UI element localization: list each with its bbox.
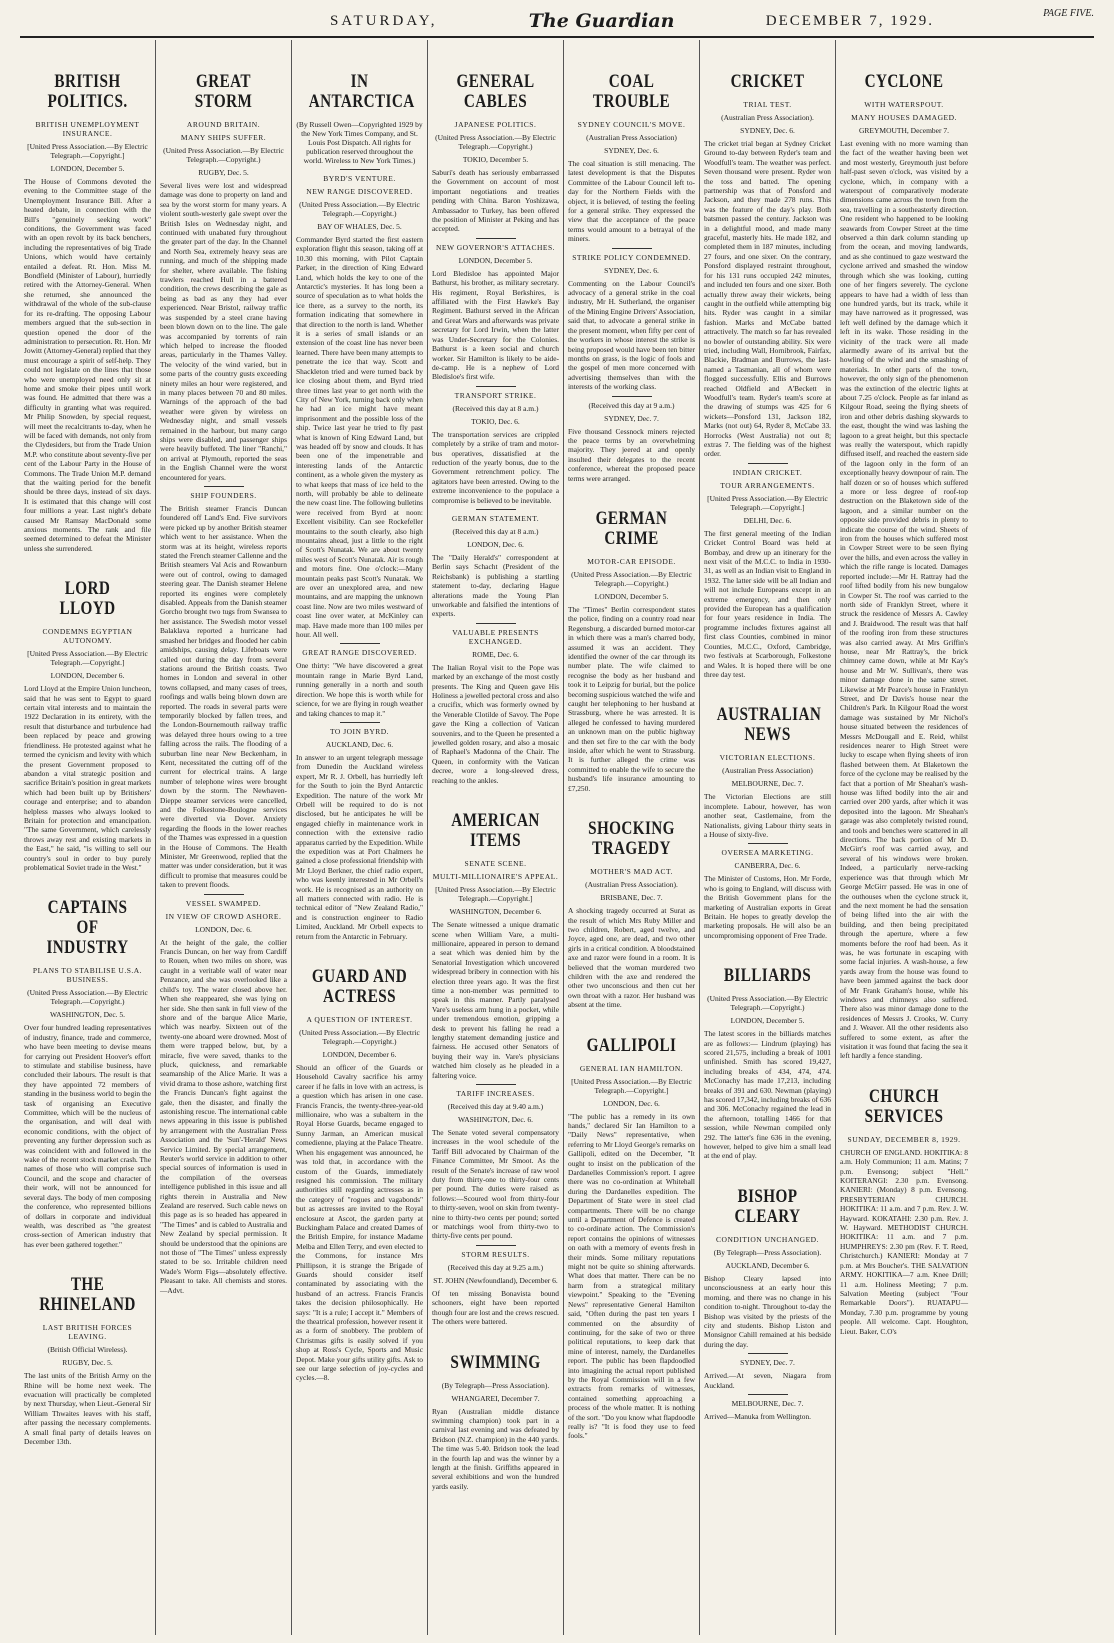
article-headline: AMERICAN ITEMS <box>451 810 540 852</box>
article-subhead: TRIAL TEST. <box>743 100 792 109</box>
article-body: The House of Commons devoted the evening to the Committee stage of the Unemployment Insurance Bill. After a heated debate, in connection with the Bill's "genuinely seeking work" conditions, the Government was faced with an open revolt by its back benchers, including the representatives of big Trade Unions, which would have certainly entailed a defeat. Rt. Hon. Miss M. Bondfield (Minister of Labour), hurriedly retired with the Attorney-General. When she returned, she announced the withdrawal of the whole of the sub-clause for its re-drafting. The opposing Labour members argued that the sub-section in question opened the door of the administration to persecution. Rt. Hon. Mr Jowitt (Attorney-General) replied that they must encourage a spirit of self-help. They could not legislate on the lines that those who were unemployed need only sit at home and smoke their pipes until work was found. He admitted that there was a difficulty in granting what was required. Mr Philip Snowden, by special request, will meet the recalcitrants to-day, when he will be faced with demands, not only from the Clydesiders, but from the Trade Union M.P. who constitute about seventy-five per cent of the Labour Party in the House of Commons. The Trade Union M.P. demand that the waiting period for the benefit should be three days, instead of six days. It is estimated that this change will cost four millions a year. Last night's debate caused Mr Ramsay MacDonald some anxious moments. The rank and file seemed determined to defeat the Minister unless she surrendered. <box>24 177 151 553</box>
article-body: At the height of the gale, the collier Francis Duncan, on her way from Cardiff to Rouen, when two miles on shore, was caught in a veritable wall of water near Penzance, and she was overlooked like a child's toy. The water closed above her. When she reappeared, she was lying on her side. She then sank in full view of the shore and of the barque Alice Marie, which was nearby. Sixteen out of the twenty-one aboard were drowned. Most of them were trapped below, but, by a miracle, five were saved, thanks to the pluck, quickness, and remarkable seamanship of the Alice Marie. It was a vivid drama to those ashore, watching first the Francis Duncan's fight against the gale, then the disaster, and finally the astonishing rescue. The international cable news appearing in this issue is published by arrangement with the Australian Press Association and the 'Sun'-'Herald' News Service Limited. By special arrangement, Reuter's world service in addition to other special sources of information is used in the compilation of the overseas intelligence published in this issue and all rights therein in Australia and New Zealand are reserved. Such cable news on this page as is so headed has appeared in "The Times" and is cabled to Australia and New Zealand by special permission. It should be understood that the opinions are not those of "The Times" unless expressly stated to be so. Irritable children need Wade's Worm Figs—absolutely effective. Pleasant to take. All chemists and stores.—Advt. <box>160 937 287 1295</box>
column-5 <box>564 40 700 1635</box>
article-subhead: TO JOIN BYRD. <box>329 726 390 736</box>
article-subhead: MANY HOUSES DAMAGED. <box>851 113 957 122</box>
article-body: The Victorian Elections are still incomplete. Labour, however, has won another seat, Castlemaine, from the Nationalists, giving Labour thirty seats in a House of sixty-five. <box>704 792 831 839</box>
article-body: Should an officer of the Guards or Household Cavalry sacrifice his army career if he falls in love with an actress, is a question which has arisen in one case. Francis Francis, the twenty-three-year-old millionaire, who was a subaltern in the Royal Horse Guards, became engaged to Sunny Jarman, an American musical comedienne, playing at the Palace Theatre. When his engagement was announced, he was told that, in accordance with the custom of the Guards, immediately resigned his commission. The military authorities still regarding actresses as in the category of "rogues and vagabonds" but as actresses are invited to the Royal enclosure at Ascot, the garden party at Buckingham Palace and created Dames of the British Empire, for instance Madame Melba and Ellen Terry, and even elected to the Commons, for instance Mrs Phillipson, it is strange the Brigade of Guards should consider itself contaminated by associating with the husband of an actress. Francis Francis takes the decision philosophically. He says: "It is a rule; I accept it." Members of the theatrical profession, however resent it as a form of snobbery. The problem of Christmas gifts is easily solved if you shop at Ross's Cycle, Sports and Music Depot. Make your gifts utility gifts. Ask to see our large selection of joy-cycles and cycles.—8. <box>296 1063 423 1383</box>
article-dateline: AUCKLAND, December 6. <box>725 1260 810 1270</box>
section-divider <box>204 894 244 895</box>
article-subhead: TARIFF INCREASES. <box>456 1089 535 1098</box>
article-credit: (By Russell Owen—Copyrighted 1929 by the New York Times Company, and St. Louis Post Dispatch. All rights for publication reserved throughout the world. Wireless to New York Times.) <box>296 120 423 165</box>
article-body: Ryan (Australian middle distance swimming champion) took part in a carnival last evening and was defeated by Bridson (N.Z. champion) in the 440 yards. The time was 5.40. Bridson took the lead in the fourth lap and was the winner by a length at the finish. Griffiths appeared in several exhibitions and won the hundred yards easily. <box>432 1406 559 1491</box>
article-credit: (United Press Association.—By Electric Telegraph.—Copyright.) <box>707 994 828 1013</box>
article-body: Arrived.—At seven, Niagara from Auckland. <box>704 1371 831 1390</box>
article-dateline: LONDON, Dec. 6. <box>195 924 252 934</box>
article-subhead: CONDEMNS EGYPTIAN AUTONOMY. <box>42 627 133 646</box>
article-headline: AUSTRALIAN NEWS <box>716 704 822 746</box>
article-body: Commander Byrd started the first eastern exploration flight this season, taking off at 10.30 this morning, with Pilot Captain Parker, in the direction of King Edward Land, which holds the key to one of the Antarctic's mysteries. It has long been a source of speculation as to what holds the ice there, as a survey to the north, its formation indicating that somewhere in that direction to the north is land. Whether it is a series of small islands or an extension of the coast line has never been learned. There have been many attempts to penetrate the ice that way. Scott and Shackleton tried and were turned back by ice closing about them, and Byrd tried three times last year to get north with the City of New York, turning back only when he had an ice might have meant imprisonment and the possible loss of the ship. Twice last year he tried to fly past what is known of King Edward Land, but was headed off by snow and clouds. It has been one of the impenetrable and interesting lands of the Antarctic continent, as a whole given the mystery as to what keeps that mass of ice held to the north, will probably be able to delineate the new coast line. The following bulletins were received from Byrd at noon: Excellent visibility. Can see Rockefeller mountains to the south clearly, also high mountains ahead, just a little to the right of Scott's Nunatak. We are about twenty miles west of Scott's Nunatak. Air is rough and motors fine. One o'clock:—Many mountain peaks past Scott's Nunatak. We are over an unexplored area, and new mountains, and are mapping the unknown coast line. Now are two miles westward of coast line over water, at McKinley can map. Have made more than 100 miles per hour. All well. <box>296 235 423 640</box>
article-dateline: MELBOURNE, Dec. 7. <box>731 1398 804 1408</box>
column-6 <box>700 40 836 1635</box>
article-dateline: SYDNEY, Dec. 7. <box>740 1358 795 1368</box>
article-subhead: MULTI-MILLIONAIRE'S APPEAL. <box>432 872 559 882</box>
article-headline: GALLIPOLI <box>586 1034 677 1056</box>
article-subhead: SYDNEY COUNCIL'S MOVE. <box>577 120 686 129</box>
article-credit: [United Press Association.—By Electric Telegraph.—Copyright.] <box>435 885 556 904</box>
article-body: Lord Bledisloe has appointed Major Bathurst, his brother, as military secretary. His regiment, Royal Berkshires, is affiliated with the First Hawke's Bay Regiment. Bathurst served in the African and Great Wars and afterwards was private secretary for Lord Irwin, when the latter was Under-Secretary for the Colonies. Bathurst is a keen social and church worker. Sir Hamilton is likely to be aide-de-camp. He is a nephew of Lord Bledisloe's first wife. <box>432 268 559 382</box>
article-dateline: RUGBY, Dec. 5. <box>62 1358 113 1368</box>
article-credit: [United Press Association.—By Electric Telegraph.—Copyright.] <box>571 1076 692 1095</box>
article-credit: (Received this day at 8 a.m.) <box>452 526 539 536</box>
article-subhead: VALUABLE PRESENTS EXCHANGED. <box>452 627 539 646</box>
article-dateline: TOKIO, Dec. 6. <box>471 416 520 426</box>
article-headline: GENERAL CABLES <box>456 71 535 112</box>
article-dateline: BAY OF WHALES, Dec. 5. <box>317 222 402 231</box>
section-divider <box>340 722 380 723</box>
section-divider <box>748 843 788 844</box>
article-headline: LORD LLOYD <box>59 578 116 620</box>
article-subhead: VESSEL SWAMPED. <box>185 898 262 908</box>
article-credit: (United Press Association.—By Electric Telegraph.—Copyright.) <box>27 988 148 1007</box>
article-body: In answer to an urgent telegraph message from Dunedin the Auckland wireless expert, Mr R. J. Orbell, has hurriedly left for the South to join the Byrd Antarctic Expedition. The nature of the work Mr Orbell will be required to do is not disclosed, but he anticipates he will be engaged chiefly in maintenance work in connection with the extensive radio apparatus carried by the Expedition. While the expedition was at Port Chalmers he gained a close professional friendship with Mr Lloyd Berkner, the chief radio expert, who was keenly interested in Mr Orbell's work. He is recognised as an authority on all matters connected with radio. He is technical editor of "New Zealand Radio," and is construction engineer to Radio Limited, Auckland. Mr Orbell expects to return from the Antarctic in February. <box>296 752 423 941</box>
columns-container <box>20 40 1108 1635</box>
article-body: The transportation services are crippled completely by a strike of tram and motor-bus operatives, dissatisfied at the reduction of the yearly bonus, due to the Government retrenchment policy. The agitators have been arrested. Owing to the extreme inconvenience to the populace a compromise is believed to be inevitable. <box>432 429 559 505</box>
article-headline: CHURCH SERVICES <box>864 1085 944 1127</box>
section-divider <box>476 1084 516 1085</box>
section-divider <box>748 1394 788 1395</box>
article-headline: GUARD AND ACTRESS <box>311 966 408 1008</box>
article-body: Arrived—Manuka from Wellington. <box>704 1411 812 1421</box>
article-headline: GREAT STORM <box>194 71 253 112</box>
article-subhead: LAST BRITISH FORCES LEAVING. <box>42 1323 133 1342</box>
article-subhead: SUNDAY, DECEMBER 8, 1929. <box>847 1134 961 1144</box>
page-number: PAGE FIVE. <box>1043 8 1094 19</box>
article-subhead: PLANS TO STABILISE U.S.A. BUSINESS. <box>32 966 143 985</box>
article-body: The Minister of Customs, Hon. Mr Forde, who is going to England, will discuss with the British Government plans for the marketing of Australian exports in Great Britain. He hopes to greatly develop the marketing proposals. He will also be an uncompromising opponent of Free Trade. <box>704 874 831 940</box>
article-dateline: LONDON, Dec. 6. <box>603 1098 660 1108</box>
column-2 <box>156 40 292 1635</box>
article-subhead: TOUR ARRANGEMENTS. <box>720 480 815 490</box>
section-divider <box>612 248 652 249</box>
section-divider <box>340 643 380 644</box>
article-subhead: SENATE SCENE. <box>464 859 527 869</box>
article-body: The British steamer Francis Duncan foundered off Land's End. Five survivors were picked up by another British steamer which went to her assistance. When the storm was at its height, wireless reports stated the French steamer Callenne and the British steamers Val Acis and Rowanburn were out of control, owing to damaged steering gear. The Danish steamer Helene reported its engines were completely disabled. Appeals from the Danish steamer Gorcho brought two tugs from Swansea to her assistance. The Swedish motor vessel Balaklava reported a hurricane had smashed her bridges and flooded her cabin amidships, causing delay. Lifeboats were called out during the day from several stations around the British coasts. Two homes in London and several in other towns collapsed, and many cases of trees, roofings and walls being blown down are reported. The roads in several parts were temporarily blocked by fallen trees, and the London-Bournemouth railway traffic was delayed three hours owing to a tree falling across the rails. The flooding of a suburban line near New Beckenham, in Kent, necessitated the cutting off of the current for electrical trains. A large number of telephone wires were brought down by the storm. The Newhaven-Dieppe steamer services were cancelled, and the Folkestone-Boulogne services were diverted via Dover. Anxiety regarding the floods in the lower reaches of the Thames was expressed in a question in the House of Commons. The Health Minister, Mr Greenwood, replied that the matter was under consideration, but it was difficult to promise that measures could be taken to prevent floods. <box>160 504 287 890</box>
article-body: The cricket trial began at Sydney Cricket Ground to-day between Ryder's team and Woodfull's team. The weather was perfect. Seven thousand were present. Ryder won the toss and batted. The opening partnership was that of Ponsford and Jackson, and they made 278 runs. This was the feature of the day's play. Both batsmen passed the century. Jackson was in a delightful mood, and made many graceful, masterly hits. He made 182, and completed them in 187 minutes, including 27 fours, and one sixer. On the contrary, Ponsford displayed restraint throughout, for his 131 runs occupied 242 minutes, and included ten fours and one sixer. Both actually threw away their wickets, being caught in the outfield while attempting big hits. Ryder was caught in a similar fashion. Marks and McCabe batted attractively. The match so far has revealed no bowler of outstanding ability. Six were tried, including Wall, Hornibrook, Fairfax, Blackie, Bradman and Burrows, the last-named a Tasmanian, all of whom were flogged successfully. Ellis and Burrows reached Oldfield and A'Beckett in Woodfull's team. Ryder's team's score at the drawing of stumps was 425 for 6 wickets—Ponsford 131, Jackson 182, Marks (not out) 64, Ryder 8, McCabe 33. Horrocks (West Australia) not out 8; extras 7. The fielding was of the highest order. <box>704 139 831 459</box>
article-headline: SHOCKING TRAGEDY <box>588 818 675 860</box>
article-credit: (By Telegraph—Press Association). <box>713 1247 822 1257</box>
article-credit: (Australian Press Association). <box>585 880 678 890</box>
article-subhead: A QUESTION OF INTEREST. <box>306 1015 413 1025</box>
article-body: The Italian Royal visit to the Pope was marked by an exchange of the most costly presents. The King and Queen gave His Holiness a jewelled pectoral cross and also a crucifix, which was formerly owned by the Venerable Clotilde of Savoy. The Pope gave the King a collection of Vatican souvenirs, and to the Queen he presented a jewelled golden rosary, and also a mosaic of Raphael's Madonna of the Chair. The Queen, in conformity with the Vatican decree, wore a long-sleeved dress, reaching to the ankles. <box>432 662 559 785</box>
article-dateline: BRISBANE, Dec. 7. <box>600 893 663 903</box>
article-headline: IN ANTARCTICA <box>308 71 415 112</box>
article-dateline: LONDON, December 6. <box>322 1050 397 1060</box>
section-divider <box>748 1353 788 1354</box>
article-credit: (United Press Association.—By Electric Telegraph.—Copyright.) <box>571 569 692 588</box>
article-body: The Senate witnessed a unique dramatic scene when William Vare, a multi-millionaire, appeared in person to demand a seat which was denied him by the Senatorial Investigation which uncovered widespread bribery in connection with his election three years ago. It was the first time a non-member was permitted to speak in this manner. Partly paralysed Vare's useless arm hung in a pocket, while under tremendous emotion, gripping a desk to prevent his falling he read a lengthy statement demanding justice and fairness. He accused other Senators of buying their way in. Vare's physicians watched him closely as he pleaded in a faltering voice. <box>432 920 559 1080</box>
article-body: Saburi's death has seriously embarrassed the Government on account of most important negotiations and treaties pending with China. Baron Yoshizawa, Ambassador to Turkey, has been offered the position of Minister at Peking and has accepted. <box>432 168 559 234</box>
article-body: Lord Lloyd at the Empire Union luncheon, said that he was sent to Egypt to guard certain vital interests and to maintain the 1922 Declaration in its entirety, with the result that disturbance and turbulence had been replaced by peace and growing friendliness. He protested against what he termed the cynicism and levity with which the present Government proposed to abandon a vital strategic position and sacrifice Britain's position in great markets which had been built up by Britishers' courage and enterprise; and to abandon helpless masses who always looked to Britain for protection and emancipation. "The same Government, which carelessly throws away rest and existing markets in the East," he said, "is willing to sell our country's soul in order to buy purely problematical Soviet trade in the West." <box>24 684 151 872</box>
article-dateline: CANBERRA, Dec. 6. <box>734 861 801 871</box>
article-dateline: DELHI, Dec. 6. <box>743 515 792 525</box>
article-credit: (Australian Press Association) <box>586 133 677 142</box>
article-dateline: LONDON, December 5. <box>458 255 533 265</box>
article-subhead: STORM RESULTS. <box>461 1249 530 1259</box>
article-subhead: BRITISH UNEMPLOYMENT INSURANCE. <box>35 120 140 138</box>
article-subhead: MANY SHIPS SUFFER. <box>180 133 267 142</box>
article-subhead: GREAT RANGE DISCOVERED. <box>302 648 417 658</box>
article-dateline: RUGBY, Dec. 5. <box>198 168 249 177</box>
article-body: The "Daily Herald's" correspondent at Berlin says Schacht (President of the Reichsbank) is publishing a startling statement to-day, declaring Hague alterations made the Young Plan unworkable and falsified the intentions of experts. <box>432 552 559 619</box>
article-headline: CRICKET <box>730 71 805 92</box>
article-credit: (British Official Wireless). <box>47 1345 128 1355</box>
article-headline: CAPTAINS OF INDUSTRY <box>46 897 129 959</box>
article-dateline: LONDON, December 6. <box>50 671 125 681</box>
article-dateline: WASHINGTON, Dec. 5. <box>49 1010 126 1020</box>
masthead-title: The Guardian <box>528 10 675 32</box>
article-dateline: SYDNEY, Dec. 6. <box>604 265 659 275</box>
section-divider <box>476 238 516 239</box>
section-divider <box>476 1245 516 1246</box>
column-3 <box>292 40 428 1635</box>
article-subhead: AROUND BRITAIN. <box>186 120 261 129</box>
article-body: One thirty: "We have discovered a great mountain range in Marie Byrd Land, running generally in a north and south direction. We hope this is worth while for science, for we are flying in rough weather and taking chances to map it." <box>296 661 423 718</box>
article-credit: (United Press Association.—By Electric Telegraph.—Copyright.) <box>299 200 420 218</box>
article-dateline: LONDON, December 5. <box>730 1016 805 1026</box>
section-divider <box>476 386 516 387</box>
article-body: Last evening with no more warning than the fact of the weather having been wet and most westerly, Greymouth just before half-past seven o'clock, was visited by a cyclone, which, in company with a waterspout of comparatively moderate dimensions came across the town from the sea, travelling in a southeasterly direction. One resident who happened to be looking seawards from Cowper Street at the time observed a thin dark column standing up from the ocean, and moving landwards, and as she continued to gaze westward the cyclone arrived and smashed the window through which she was looking, cutting one of her fingers severely. The cyclone appears to have had a width of less than one hundred yards, but its track, while it may have narrowed as it progressed, was left well defined by the damage which it left in its wake. Those residing in the vicinity of the track were all made alarmedly aware of its arrival but the howling of the wind and the smashing of materials. In other parts of the town, however, the only sign of the phenomenon was the extinction of the electric lights at about 7.25 o'clock. People as far inland as Kilgour Road, seeing the flying sheets of iron and other debris dashing skywards to the east, thought the wind was lashing the lagoon to a great height, but this spectacle was really the waterspout, which rapidly diffused itself, and reached the eastern side of the lagoon only in the form of an exceptionally heavy downpour of rain. The half dozen or so of houses which suffered a more or less degree of roof-top destruction on the Blaketown side of the lagoon, and a similar number on the opposite side provided debris in plenty to indicate the course of the wind. Sheets of iron from the houses which suffered most in Cowper Street were to be seen flying over the hills, and even across the valley in which the rifle range is located. Damages reported include:—Mr H. Rattray had the roof lifted bodily from his new bungalow in Cowper St. The roof was carried to the north side of Franklyn Street, where it struck the residence of Messrs A. Cawley and J. Braidwood. The result was that half of the roofing iron from these structures was also carried away. At Mrs Griffin's house, near Mr Rattray's, the brick chimney came down, while at Mr Kay's house and Mr W. Sullivan's, there was minor damage done in the same street. Likewise at Mr Pearce's house in Franklyn Street, and Dr Davis's house near the Children's Park. In Kilgour Road the worst damage was sustained by Mr Nichol's house situated between the residences of Messrs McDougall and E. Reid, whilst residences nearer to High Street were lucky to escape when flying sheets of iron flashed between them. At Blaketown the force of the cyclone may be realised by the fact that a portion of Mr Sheahan's wash-house was lifted bodily into the air and carried over 200 yards, after which it was deposited into the lagoon. Mr Sheahan's garage was also completely twisted round, and tools and benches were scattered in all directions. The back portion of Mr D. McGirr's roof was carried away, and several of his windows were broken. Indeed, a particularly nerve-racking experience was that through which Mr George McGirr passed. He was in one of the outhouses when the cyclone struck it, and the next moment he had the sensation of being lifted into the air with the building, and then being precipitated through the aperture, where a few moments before the roof had been. As it was, he was fortunate in escaping with some facial injuries. A wash-house, a few yards away from the house was found to have been jammed against the back door of Mr Frank Graham's house, while his windows and chimneys also suffered. There also was minor damage done to the residences of Messrs J. Crooks, W. Curry and J. Weaver. All the other residents also suffered to some extent, as after the visitation it was found that facing the sea it left hardly a fence standing. <box>840 139 968 1061</box>
article-subhead: SHIP FOUNDERS. <box>190 491 257 500</box>
article-credit: (Received this day at 9 a.m.) <box>588 400 675 410</box>
article-credit: (Australian Press Association). <box>721 113 814 122</box>
article-credit: [United Press Association.—By Electric Telegraph.—Copyright.] <box>27 649 148 668</box>
article-credit: [United Press Association.—By Electric Telegraph.—Copyright.] <box>27 142 148 160</box>
article-body: Over four hundred leading representatives of industry, finance, trade and commerce, who have been meeting to devise means for carrying out President Hoover's effort to stimulate and stabilise business, have concluded their labours. The result is that they have appointed 72 members of standing in the business world to begin the task of organising an Executive Committee, which will be the nucleus of the organisation, and will deal with economic conditions, with the object of preventing any further depression such as was coincident with and followed in the wake of the recent stock market crash. The names of those who will comprise such Council, and the scope and character of their work, will not be announced for several days. The body of men composing the conference, who represented billions of dollars in corporate and individual wealth, was described as "the greatest cross-section of American industry that has ever been gathered together." <box>24 1023 151 1249</box>
article-credit: (United Press Association.—By Electric Telegraph.—Copyright.) <box>163 146 284 164</box>
article-body: The Senate voted several compensatory increases in the wool schedule of the Tariff Bill advocated by Chairman of the Finance Committee, Mr Smoot. As the result of the Senate's increase of raw wool duty from thirty-one to thirty-four cents per pound. The duties were raised as follows:—Scoured wool from thirty-four to thirty-seven, wool on skin from twenty-nine to thirty-two cents per pound; sorted or matchings wool from thirty-two to thirty-five cents per pound. <box>432 1128 559 1241</box>
masthead-day: SATURDAY, <box>330 12 438 29</box>
article-subhead: NEW GOVERNOR'S ATTACHES. <box>435 242 556 252</box>
article-credit: (United Press Association.—By Electric Telegraph.—Copyright.) <box>299 1028 420 1047</box>
article-subhead: IN VIEW OF CROWD ASHORE. <box>165 911 282 921</box>
article-dateline: TOKIO, December 5. <box>462 155 529 164</box>
article-headline: COAL TROUBLE <box>592 71 671 112</box>
article-subhead: NEW RANGE DISCOVERED. <box>306 187 413 196</box>
article-dateline: GREYMOUTH, December 7. <box>859 126 949 135</box>
masthead <box>20 6 1094 38</box>
column-7 <box>836 40 972 1635</box>
article-dateline: SYDNEY, Dec. 6. <box>604 146 659 155</box>
article-headline: CYCLONE <box>864 71 944 92</box>
article-body: The coal situation is still menacing. The latest development is that the Disputes Committee of the Labour Council left to-day for the Northern Fields with the object, it is believed, of testing the feeling for a general strike. They expressed the view that the acceptance of the peace terms would amount to a betrayal of the miners. <box>568 159 695 244</box>
article-subhead: STRIKE POLICY CONDEMNED. <box>572 252 691 262</box>
article-dateline: WHANGAREI, December 7. <box>451 1393 540 1403</box>
article-subhead: INDIAN CRICKET. <box>732 467 803 477</box>
article-dateline: ROME, Dec. 6. <box>472 649 519 659</box>
article-dateline: SYDNEY, Dec. 7. <box>604 413 659 423</box>
article-credit: (Received this day at 9.25 a.m.) <box>447 1262 544 1272</box>
article-subhead: CONDITION UNCHANGED. <box>716 1234 819 1244</box>
section-divider <box>476 623 516 624</box>
masthead-date: DECEMBER 7, 1929. <box>765 12 934 29</box>
article-credit: (Received this day at 8 a.m.) <box>452 403 539 413</box>
article-body: "The public has a remedy in its own hands," declared Sir Ian Hamilton to a "Daily News" representative, when referring to Mr Lloyd George's remarks on Gallipoli, edited on the December, "It ought to insist on the publication of the Dardanelles Commission's report. I agree there was no co-ordination at Whitehall during the Dardanelles expedition. The Department of State were in steel clad compartments. There will be no change until a Department of Defence is created to co-ordinate action. The Commission's report contains the opinions of witnesses on oath with a memory of events fresh in their minds. Some military reputations might not be quite so shining afterwards. What does that matter. There can be no harm from a strategical military viewpoint." Speaking to the "Evening News" representative General Hamilton said, "Often during the past ten years I commented on the absurdity of continuing, for the sake of two or three political reputations, to keep dark that mine of interest, namely, the Dardanelles report. The public has been flapdoodled into imagining the actual report published by the Royal Commission will in a few extracts from remarks of witnesses, contained something approaching a process of the whole matter. It is nothing of the sort. "Do you know what flapdoodle really is? "It is food they use to feed fools." <box>568 1111 695 1441</box>
article-headline: BILLIARDS <box>723 965 812 987</box>
article-dateline: WASHINGTON, Dec. 6. <box>457 1115 534 1124</box>
article-subhead: GENERAL IAN HAMILTON. <box>579 1063 684 1073</box>
article-body: Bishop Cleary lapsed into unconsciousness at an early hour this morning, and there was no change in his condition to-night. Throughout to-day the Bishop was visited by the priests of the city and students. Bishop Liston and Monsignor Cahill remained at his bedside during the day. <box>704 1273 831 1349</box>
article-body: A shocking tragedy occurred at Surat as the result of which Mrs Ruby Miller and two children, Robert, aged twelve, and Joyce, aged one, are dead, and two other girls in a critical condition. A bloodstained axe and razor were found in a room. It is believed that the woman murdered two children with the axe and rendered the other two unconscious and then cut her own throat with a razor. Her husband was absent at the time. <box>568 906 695 1010</box>
column-1 <box>20 40 156 1635</box>
article-dateline: LONDON, December 5. <box>50 164 125 173</box>
article-body: Commenting on the Labour Council's advocacy of a general strike in the coal industry, Mr H. Sutherland, the organiser of the Mining Engine Drivers' Association, said that, to advocate a general strike in the present moment, when fifty per cent of the workers in whose interest the strike is being proposed would have been ten bitter months on grass, is the logic of fools and the gospel of men more concerned with advertising themselves than with the interests of the working class. <box>568 278 695 392</box>
article-credit: (United Press Association.—By Electric Telegraph.—Copyright.) <box>435 133 556 151</box>
article-credit: (Australian Press Association) <box>722 766 813 776</box>
section-divider <box>476 509 516 510</box>
article-body: The latest scores in the billiards matches are as follows:— Lindrum (playing) has scored 21,575, including a break of 1001 unfinished. Smith has scored 19,427, including breaks of 434, 474, 474. McConachy has made 17,213, including breaks of 391 and 630. Newman (playing) has scored 17,342, including breaks of 636 and 306. McConachy regained the lead in the afternoon, totalling 1466 for that session, while Newman compiled only 292. The latter's fine 636 in the evening, however, helped to give him a small lead at the end of play. <box>704 1029 831 1161</box>
article-subhead: VICTORIAN ELECTIONS. <box>719 753 816 763</box>
section-divider <box>748 463 788 464</box>
article-subhead: MOTHER'S MAD ACT. <box>590 867 673 877</box>
article-headline: SWIMMING <box>450 1351 541 1373</box>
article-body: The first general meeting of the Indian Cricket Control Board was held at Bombay, and drew up an itinerary for the next visit of the M.C.C. to India in 1930-31, as well as an Indian visit to England in 1932. The latter side will be all Indian and will not include Europeans except in an extreme emergency, and then only provided the European has a qualification for four years residence in India. The programme includes fixtures against all first class Counties, combined in minor Counties, M.C.C., Oxford, Cambridge, two festivals at Scarborough, Folkestone and Wales. It is hoped there will be one three day test. <box>704 528 831 679</box>
article-headline: BISHOP CLEARY <box>734 1185 801 1227</box>
article-body: Of ten missing Bonavista bound schooners, eight have been reported though four are lost and the crews rescued. The others were battered. <box>432 1288 559 1327</box>
article-dateline: WASHINGTON, December 6. <box>449 907 542 917</box>
article-dateline: AUCKLAND, Dec. 6. <box>325 739 394 749</box>
article-subhead: JAPANESE POLITICS. <box>454 120 537 129</box>
article-dateline: MELBOURNE, Dec. 7. <box>731 779 804 789</box>
column-4 <box>428 40 564 1635</box>
article-dateline: ST. JOHN (Newfoundland), December 6. <box>433 1275 558 1285</box>
section-divider <box>340 169 380 170</box>
article-credit: [United Press Association.—By Electric Telegraph.—Copyright.] <box>707 493 828 512</box>
article-headline: THE RHINELAND <box>39 1274 136 1316</box>
article-body: The "Times" Berlin correspondent states the police, finding on a country road near Regensburg, a discarded burned motor-car in which there was a man's charred body, assumed it was an accident. They identified the owner of the car through its number plate. The wife claimed to recognise the body as her husband and took it to Leipzig for burial, but the police becoming suspicious watched the wife and caught her telephoning to her husband at Strassburg, where he was arrested. It is alleged he confessed to having murdered an unknown man on the public highway and then set fire to the car with the body inside, after which he went to Strassburg. It is further alleged the crime was committed to enable the wife to secure the husband's life insurance amounting to £7,250. <box>568 604 695 793</box>
article-body: CHURCH OF ENGLAND. HOKITIKA: 8 a.m. Holy Communion; 11 a.m. Matins; 7 p.m. Evensong; subject "Hell." KOITERANGI: 2.30 p.m. Evensong. KANIERI: (Monday) 8 p.m. Evensong. PRESBYTERIAN CHURCH. HOKITIKA: 11 a.m. and 7 p.m. Rev. J. W. Hayward. KOKATAHI: 2.30 p.m. Rev. J. W. Hayward. METHODIST CHURCH. HOKITIKA: 11 a.m. and 7 p.m. HUMPHREYS: 2.30 pm (Rev. F. T. Reed, Christchurch.) KANIERI: Monday at 7 p.m. at Mrs Boucher's. THE SALVATION ARMY. HOKITIKA—7 a.m. Knee Drill; 11 a.m. Holiness Meeting; 7 p.m. Salvation Meeting (subject "Four Remarkable Doors"). RUATAPU—Monday, 7.30 p.m. programme by young people. All welcome. Capt. Houghton, Lieut. Baker, C.O's <box>840 1147 968 1336</box>
article-subhead: TRANSPORT STRIKE. <box>454 390 537 400</box>
article-subhead: BYRD'S VENTURE. <box>323 174 396 183</box>
section-divider <box>204 486 244 487</box>
article-dateline: SYDNEY, Dec. 6. <box>740 126 795 135</box>
article-subhead: MOTOR-CAR EPISODE. <box>587 556 676 566</box>
article-headline: GERMAN CRIME <box>595 507 668 549</box>
article-body: The last units of the British Army on the Rhine will be home next week. The evacuation will practically be completed by next Thursday, when Lieut.-General Sir William Thwaites leaves with his staff, after passing the necessary complements. A small final party of details leaves on December 13th. <box>24 1371 151 1446</box>
article-body: Several lives were lost and widespread damage was done to property on land and sea by the worst storm for many years. A violent south-westerly gale swept over the British Isles on Wednesday night, and continued with unabated fury throughout the greater part of the day. In the Channel and North Sea, extremely heavy seas are running, and much of the shipping made for shelter, where available. The fishing trawlers reached Hull in a battered condition, the crews describing the gale as being as bad as any they had ever experienced. Near Bristol, railway traffic was suspended by a steel crane having been blown down on to the line. The gale was accompanied by torrents of rain which helped to increase the flooded areas, particularly in the Thames Valley. The velocity of the wind varied, but in some parts of the country gusts exceeding ninety miles an hour were registered, and in many places between 70 and 80 miles. Warnings of the approach of the bad weather were given by wireless on Wednesday night, and small vessels remained in the harbour, but many cargo ships were disabled, and passenger ships were heavily buffeted. The liner "Ranchi," on arrival at Plymouth, reported the seas in the English Channel were the worst encountered for years. <box>160 181 287 482</box>
article-dateline: LONDON, Dec. 6. <box>467 539 524 549</box>
article-dateline: LONDON, December 5. <box>594 591 669 601</box>
section-divider <box>612 396 652 397</box>
article-subhead: GERMAN STATEMENT. <box>451 513 540 523</box>
article-body: Five thousand Cessnock miners rejected the peace terms by an overwhelming majority. They jeered at and openly insulted their delegates to the recent conference, whereat the proposed peace terms were arranged. <box>568 426 695 483</box>
article-credit: (By Telegraph—Press Association). <box>441 1380 550 1390</box>
article-subhead: OVERSEA MARKETING. <box>721 848 814 858</box>
article-credit: (Received this day at 9.40 a.m.) <box>447 1102 544 1111</box>
article-headline: BRITISH POLITICS. <box>47 71 128 112</box>
article-subhead: WITH WATERSPOUT. <box>864 100 944 109</box>
